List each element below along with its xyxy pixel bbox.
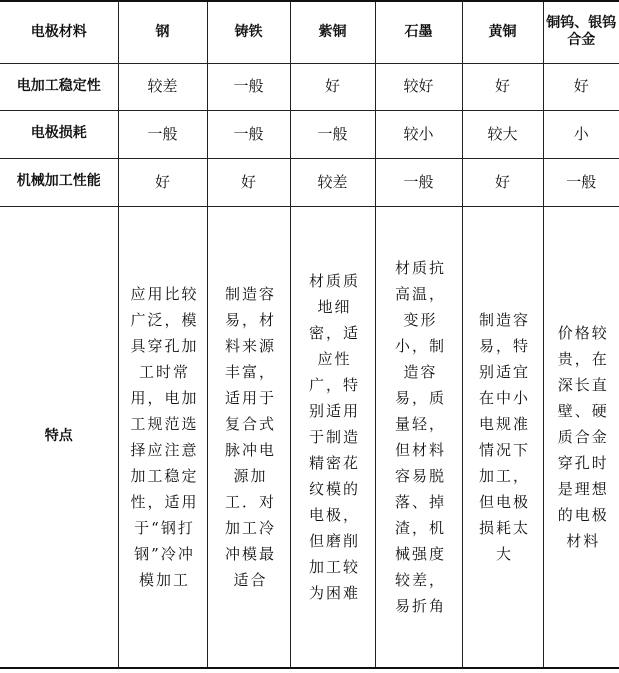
table-row-stability	[0, 63, 619, 110]
table-cell: 好	[290, 63, 375, 110]
table-cell: 好	[462, 63, 543, 110]
table-cell: 较好	[375, 63, 462, 110]
row-label-wear: 电极损耗	[0, 110, 118, 158]
table-cell: 较大	[462, 110, 543, 158]
col-header-brass: 黄铜	[462, 1, 543, 63]
feature-cell-brass: 制造容易，特别适宜在中小电规准情况下加工，但电极损耗太大	[462, 206, 543, 668]
feature-cell-cast-iron: 制造容易，材料来源丰富，适用于复合式脉冲电源加工．对加工冷冲模最适合	[207, 206, 290, 668]
col-header-cast-iron: 铸铁	[207, 1, 290, 63]
col-header-red-copper: 紫铜	[290, 1, 375, 63]
col-header-graphite: 石墨	[375, 1, 462, 63]
header-row	[0, 1, 619, 63]
table-cell: 一般	[290, 110, 375, 158]
row-label-machinability: 机械加工性能	[0, 158, 118, 206]
table-row-features	[0, 206, 619, 668]
table-row-wear	[0, 110, 619, 158]
feature-cell-steel: 应用比较广泛，模具穿孔加工时常用，电加工规范选择应注意加工稳定性，适用于“钢打钢”冷冲模加工	[118, 206, 207, 668]
col-header-tungsten-alloy: 铜钨、银钨合金	[543, 1, 619, 63]
table-row-machinability	[0, 158, 619, 206]
row-label-features: 特点	[0, 206, 118, 668]
feature-cell-graphite: 材质抗高温，变形小，制造容易，质量轻，但材料容易脱落、掉渣，机械强度较差，易折角	[375, 206, 462, 668]
table-cell: 好	[543, 63, 619, 110]
table-cell: 较小	[375, 110, 462, 158]
table-cell: 较差	[118, 63, 207, 110]
table-cell: 好	[462, 158, 543, 206]
table-cell: 一般	[118, 110, 207, 158]
table-cell: 一般	[375, 158, 462, 206]
table-cell: 一般	[207, 63, 290, 110]
feature-cell-red-copper: 材质质地细密，适应性广，特别适用于制造精密花纹模的电极，但磨削加工较为困难	[290, 206, 375, 668]
feature-cell-tungsten-alloy: 价格较贵，在深长直壁、硬质合金穿孔时是理想的电极材料	[543, 206, 619, 668]
table-cell: 较差	[290, 158, 375, 206]
table-cell: 好	[118, 158, 207, 206]
row-label-stability: 电加工稳定性	[0, 63, 118, 110]
col-header-steel: 钢	[118, 1, 207, 63]
table-cell: 小	[543, 110, 619, 158]
corner-header: 电极材料	[0, 1, 118, 63]
table-cell: 一般	[207, 110, 290, 158]
table-cell: 一般	[543, 158, 619, 206]
table-cell: 好	[207, 158, 290, 206]
